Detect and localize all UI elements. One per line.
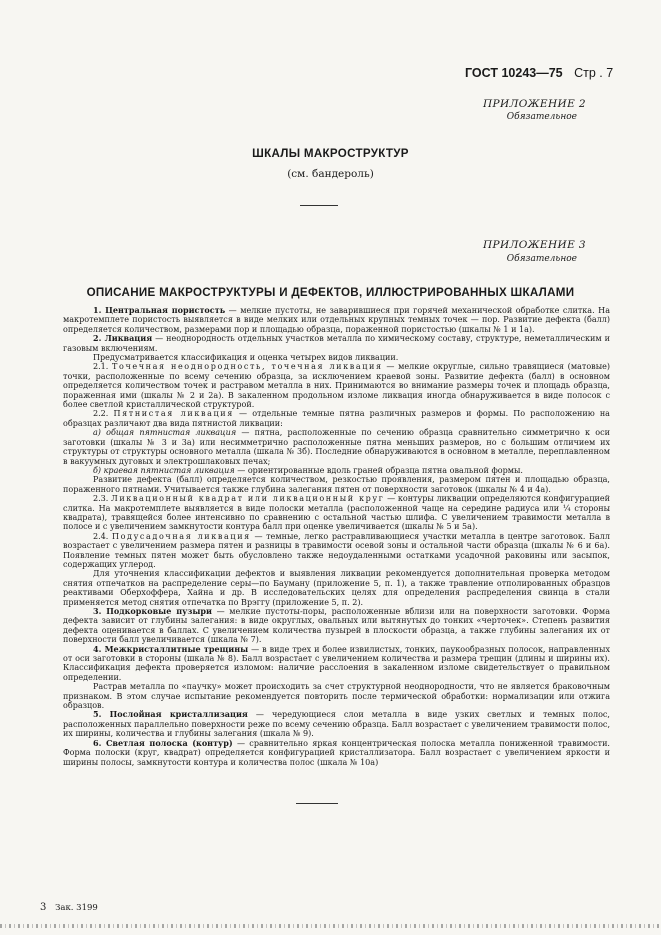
footer	[40, 902, 98, 913]
paragraph-4: 2.1. Точечная неоднородность, точечная ликвация — мелкие округлые, сильно травящиеся (матовые) точки, расположенные по всему сечению образца, за исключением краевой зоны. Развитие дефекта (балл) в основном определяется количеством точек и растравом металла в них. Принимаются во внимание размеры точек и площадь образца, пораженная ими (шкалы № 2 и 2а). В закаленном продольном изломе ликвация иногда обнаруживается в виде полосок с более светлой кристаллической структурой.	[63, 362, 611, 410]
paragraph-5: 2.2. Пятнистая ликвация — отдельные темные пятна различных размеров и формы. По расположению на образцах различают два вида пятнистой ликвации:	[63, 409, 610, 428]
paragraph-13: 4. Межкристаллитные трещины — в виде трех и более извилистых, тонких, паукообразных полосок, направленных от оси заготовки в стороны (шкала № 8). Балл возрастает с увеличением количества и размера трещин (длины и ширины их). Классификация дефекта проверяется изломом: наличие расслоения в закаленном изломе свидетельствует о правильном определении.	[63, 643, 610, 682]
scales-note: (см. бандероль)	[287, 168, 374, 180]
paragraph-8: Развитие дефекта (балл) определяется количеством, резкостью проявления, размером пятен и площадью образца, пораженного пятнами. Учитывается также глубина залегания пятен от поверхности заготовок (шкалы № 4 и 4а).	[63, 475, 610, 494]
paragraph-11: Для уточнения классификации дефектов и выявления ликвации рекомендуется дополнительная проверка методом снятия отпечатков на распределение серы—по Бауману (приложение 5, п. 1), а также травление отполированных образцов реактивами Оберхоффера, Хайна и др. В исследовательских целях для определения распределения свинца в стали применяется метод снятия отпечатка по Врэггу (приложение 5, п. 2).	[63, 569, 610, 607]
appendix-2-status: Обязательное	[506, 112, 577, 122]
paragraph-2: 2. Ликвация — неоднородность отдельных участков металла по химическому составу, структуре, неметаллическим и газовым включениям.	[63, 333, 610, 353]
paragraph-1: 1. Центральная пористость — мелкие пустоты, не заварившиеся при горячей механической обработке слитка. На макротемплете пористость выявляется в виде мелких или отдельных крупных темных точек — пор. Развитие дефекта (балл) определяется количеством, размерами пор и площадью образца, пораженной пористостью (шкалы № 1 и 1а).	[63, 305, 610, 334]
paragraph-6: а) общая пятнистая ликвация — пятна, расположенные по сечению образца сравнительно симметрично к оси заготовки (шкалы № 3 и 3а) или несимметрично расположенные пятна меньших размеров, но с большим отличием их структуры от структуры основного металла (шкала № 3б). Последние обнаруживаются в основном в металле, переплавленном в вакуумных дуговых и электрошлаковых печах;	[63, 428, 611, 466]
paragraph-12: 3. Подкорковые пузыри — мелкие пустоты-поры, расположенные вблизи или на поверхности заготовки. Форма дефекта зависит от глубины залегания: в виде округлых, овальных или вытянутых до тонких «черточек». Степень развития дефекта оценивается в баллах. С увеличением количества пузырей в плоскости образца, а также глубины залегания их от поверхности балл увеличивается (шкала № 7).	[63, 606, 610, 645]
page-number: Стр . 7	[574, 66, 614, 80]
paragraph-7: б) краевая пятнистая ликвация — ориентированные вдоль граней образца пятна овальной формы.	[93, 465, 523, 475]
page-header	[465, 66, 613, 80]
appendix-3-title: ПРИЛОЖЕНИЕ 3	[482, 239, 586, 251]
paragraph-15: 5. Послойная кристаллизация — чередующиеся слои металла в виде узких светлых и темных полос, расположенных параллельно поверхности реже по всему сечению образца. Балл возрастает с увеличением травимости полос, их ширины, количества и глубины залегания (шкала № 9).	[63, 709, 610, 739]
paragraph-9: 2.3. Ликвационный квадрат или ликвационный круг — контуры ликвации определяются конфигурацией слитка. На макротемплете выявляется в виде полоски металла (расположенной чаще на середине радиуса или ¼ стороны квадрата), травящейся более интенсивно по сравнению с остальной частью шлифа. С увеличением травимости металла в полосе и с увеличением замкнутости контура балл при оценке увеличивается (шкалы № 5 и 5а).	[63, 494, 610, 532]
scan-edge	[0, 924, 661, 928]
sheet-number: 3	[40, 902, 47, 913]
standard-number: ГОСТ 10243—75	[465, 66, 563, 80]
paragraph-10: 2.4. Подусадочная ликвация — темные, легко растравливающиеся участки металла в центре заготовок. Балл возрастает с увеличением размера пятен и разницы в травимости осевой зоны и остальной части образца (шкалы № 6 и 6а). Появление темных пятен может быть обусловлено также недоудаленными остатками усадочной раковины или засыпок, содержащих углерод.	[63, 531, 610, 569]
appendix-2-title: ПРИЛОЖЕНИЕ 2	[482, 98, 586, 110]
divider	[296, 803, 338, 804]
body-text	[63, 306, 610, 767]
divider	[300, 205, 338, 206]
appendix-3-status: Обязательное	[506, 254, 577, 264]
paragraph-14: Растрав металла по «паучку» может происходить за счет структурной неоднородности, что не является браковочным признаком. В этом случае испытание рекомендуется повторить после термической обработки: нормализации или отжига образцов.	[63, 682, 610, 711]
paragraph-3: Предусматривается классификация и оценка четырех видов ликвации.	[93, 353, 399, 363]
section-title: ОПИСАНИЕ МАКРОСТРУКТУРЫ И ДЕФЕКТОВ, ИЛЛЮСТРИРОВАННЫХ ШКАЛАМИ	[86, 286, 575, 299]
scales-title: ШКАЛЫ МАКРОСТРУКТУР	[252, 147, 409, 160]
order-number: Зак. 3199	[55, 903, 98, 913]
paragraph-16: 6. Светлая полоска (контур) — сравнительно яркая концентрическая полоска металла пониженной травимости. Форма полоски (круг, квадрат) определяется конфигурацией кристаллизатора. Балл возрастает с увеличением яркости и ширины полосы, замкнутости контура и количества полос (шкала № 10а)	[63, 737, 610, 767]
